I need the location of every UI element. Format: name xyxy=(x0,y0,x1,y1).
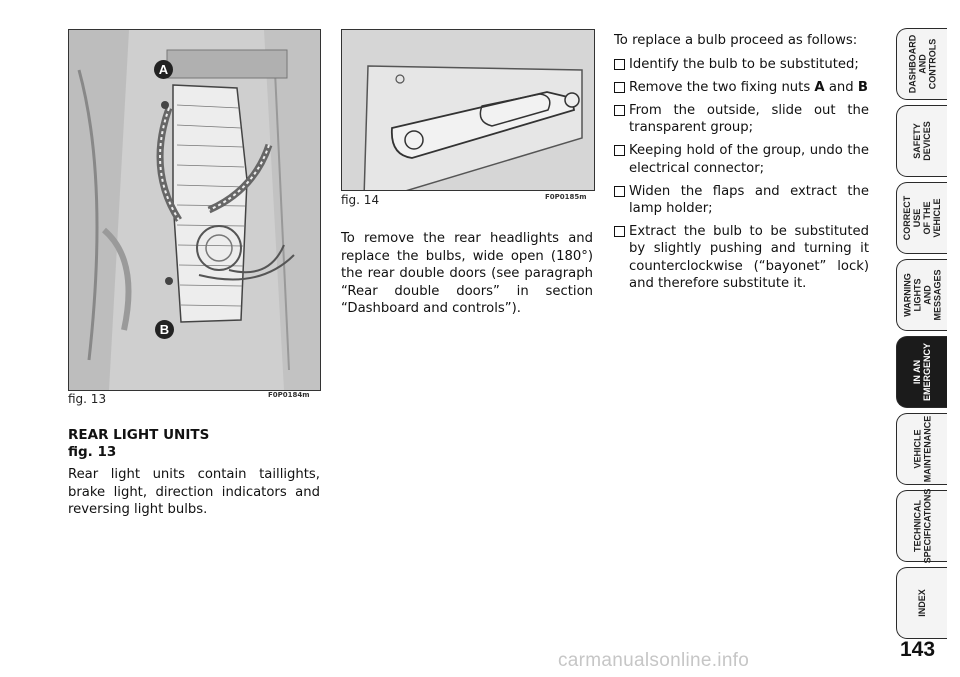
tab-index[interactable]: INDEX xyxy=(896,567,947,639)
tab-technical-specifications[interactable]: TECHNICAL SPECIFICATIONS xyxy=(896,490,947,562)
callout-b: B xyxy=(155,320,174,339)
checkbox-icon xyxy=(614,226,625,237)
checkbox-icon xyxy=(614,145,625,156)
watermark: carmanualsonline.info xyxy=(558,650,750,671)
step-item: From the outside, slide out the transparent group; xyxy=(614,102,869,136)
step-item: Widen the flaps and extract the lamp holder; xyxy=(614,183,869,217)
figure-14-code: F0P0185m xyxy=(545,193,587,201)
figure-13-rear-light-photo xyxy=(68,29,321,391)
tab-warning-lights[interactable]: WARNING LIGHTS AND MESSAGES xyxy=(896,259,947,331)
step-item: Identify the bulb to be substituted; xyxy=(614,56,869,73)
procedure-steps xyxy=(614,56,869,292)
middle-paragraph: To remove the rear headlights and replace the bulbs, wide open (180°) the rear double doors (see paragraph “Rear double doors” in section “Dashboard and controls”). xyxy=(341,231,593,316)
section-heading: REAR LIGHT UNITS xyxy=(68,427,210,443)
step-item: Remove the two fixing nuts A and B xyxy=(614,79,869,96)
tab-correct-use[interactable]: CORRECT USE OF THE VEHICLE xyxy=(896,182,947,254)
tab-vehicle-maintenance[interactable]: VEHICLE MAINTENANCE xyxy=(896,413,947,485)
removal-tool-illustration xyxy=(342,30,594,190)
tab-dashboard-and-controls[interactable]: DASHBOARD AND CONTROLS xyxy=(896,28,947,100)
checkbox-icon xyxy=(614,186,625,197)
figure-13-caption: fig. 13 xyxy=(68,392,107,406)
step-item: Extract the bulb to be substituted by slightly pushing and turning it counterclockwise (“bayonet” lock) and therefore substitute it. xyxy=(614,223,869,292)
tab-safety-devices[interactable]: SAFETY DEVICES xyxy=(896,105,947,177)
figure-14-caption: fig. 14 xyxy=(341,193,380,207)
checkbox-icon xyxy=(614,105,625,116)
section-subheading: fig. 13 xyxy=(68,444,117,460)
checkbox-icon xyxy=(614,82,625,93)
procedure-column xyxy=(614,32,869,298)
callout-a: A xyxy=(154,60,173,79)
page-number: 143 xyxy=(900,638,936,661)
section-body: Rear light units contain taillights, brake light, direction indicators and reversing light bulbs. xyxy=(68,467,320,517)
tab-in-an-emergency[interactable]: IN AN EMERGENCY xyxy=(896,336,947,408)
procedure-intro: To replace a bulb proceed as follows: xyxy=(614,33,858,48)
step-item: Keeping hold of the group, undo the electrical connector; xyxy=(614,142,869,176)
rear-light-unit-illustration xyxy=(69,30,320,390)
checkbox-icon xyxy=(614,59,625,70)
figure-14-tool-photo xyxy=(341,29,595,191)
figure-13-code: F0P0184m xyxy=(268,391,310,399)
